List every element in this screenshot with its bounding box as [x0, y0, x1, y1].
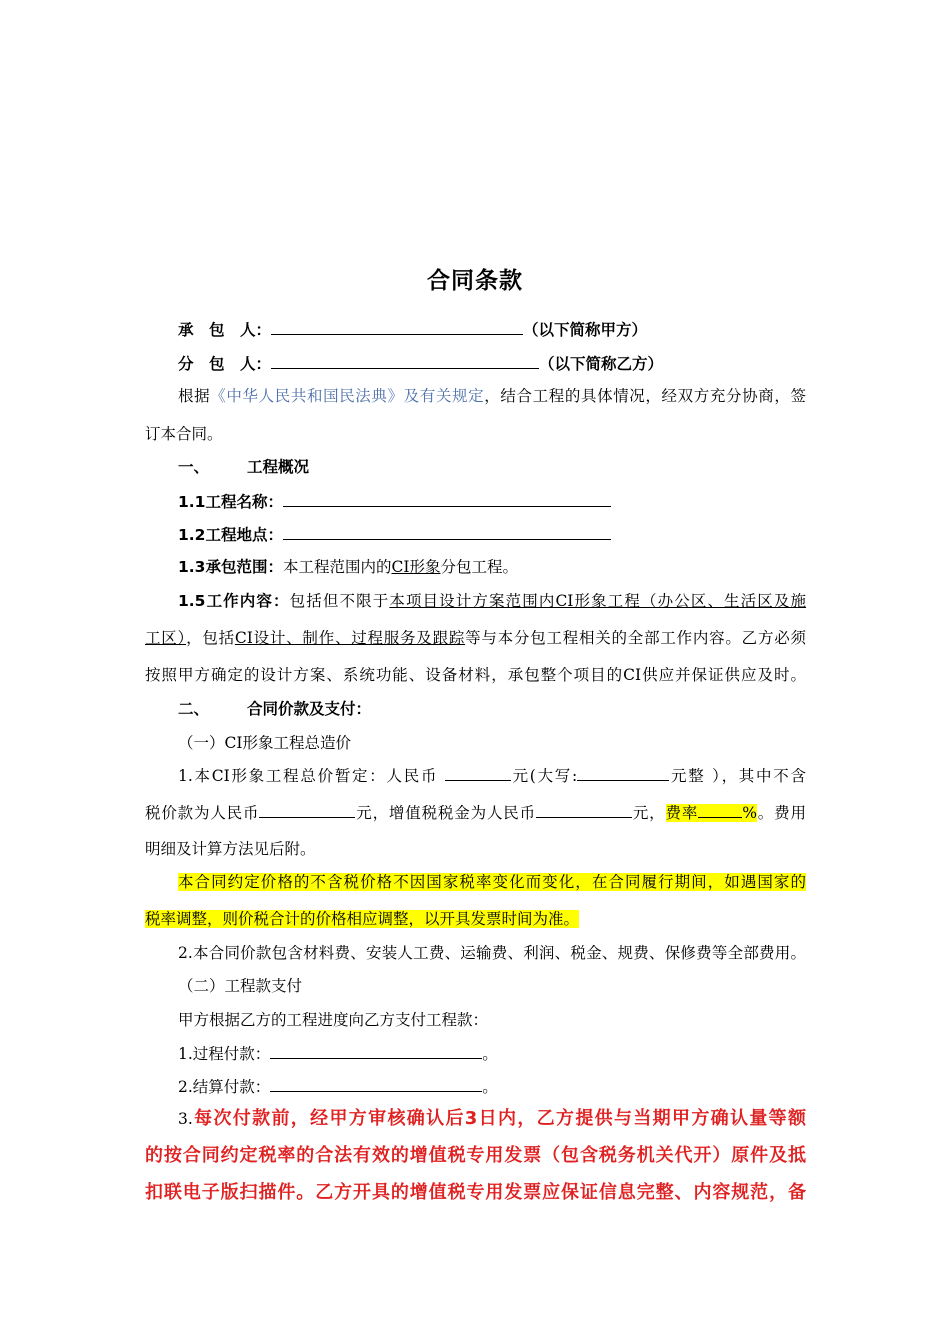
highlight-note-line-1: [178, 871, 806, 893]
payment-item-3-line-2: 的按合同约定税率的合法有效的增值税专用发票（包含税务机关代开）原件及抵: [145, 1145, 806, 1166]
payment-item-3-line-1: [178, 1104, 806, 1134]
section-1-number: 一、: [178, 458, 210, 476]
payment-progress-end: 。: [482, 1045, 498, 1063]
project-name-blank: [283, 490, 611, 507]
payment-intro: 甲方根据乙方的工程进度向乙方支付工程款：: [178, 1011, 489, 1029]
item-1-3: [178, 556, 518, 578]
section-2-heading: [178, 698, 371, 720]
party-b-suffix: （以下简称乙方）: [539, 355, 664, 373]
price-d: 税价款为人民币: [145, 804, 260, 822]
payment-settlement-label: 2.结算付款：: [178, 1078, 271, 1096]
work-content-scope: 本项目设计方案范围内CI形象工程（办公区、生活区及施: [389, 592, 806, 610]
tax-rate-label: 费率: [665, 804, 699, 822]
payment-progress-label: 1.过程付款：: [178, 1045, 271, 1063]
tax-rate-unit: %: [742, 804, 757, 822]
party-a-line: [178, 318, 647, 341]
price-item-2: 2.本合同价款包含材料费、安装人工费、运输费、利润、税金、规费、保修费等全部费用。: [178, 944, 806, 962]
scope-label: 1.3承包范围：: [178, 558, 283, 576]
subsection-1: （一）CI形象工程总造价: [178, 734, 351, 752]
work-content-label: 1.5工作内容：: [178, 592, 290, 610]
payment-item-3-number: 3.: [178, 1110, 193, 1128]
intro-line-1: [178, 385, 806, 407]
price-f: 元，: [631, 804, 666, 822]
tax-rate-blank: [698, 801, 742, 818]
price-g: 。费用: [756, 804, 806, 822]
price-pretax-blank: [259, 801, 355, 818]
payment-settlement-blank: [270, 1075, 482, 1092]
price-tax-blank: [536, 801, 632, 818]
tax-rate: [666, 804, 757, 822]
subsection-2: （二）工程款支付: [178, 977, 303, 995]
party-b-line: [178, 352, 663, 375]
section-1-title: 工程概况: [247, 458, 310, 476]
work-content-pre: 包括但不限于: [289, 592, 390, 610]
party-b-label: 分 包 人：: [178, 355, 272, 373]
item-1-5-line-2: [145, 627, 806, 649]
item-1-2: [178, 523, 611, 546]
payment-progress: [178, 1042, 498, 1065]
payment-progress-blank: [270, 1042, 482, 1059]
price-words-blank: [577, 764, 669, 781]
price-a: 1.本CI形象工程总价暂定：人民币: [178, 767, 445, 785]
price-e: 元，增值税税金为人民币: [355, 804, 536, 822]
project-name-label: 1.1工程名称：: [178, 493, 283, 511]
work-content-post: 等与本分包工程相关的全部工作内容。乙方必须: [465, 629, 806, 647]
price-b: 元(大写:: [510, 767, 578, 785]
intro-post: ，结合工程的具体情况，经双方充分协商，签: [484, 387, 806, 405]
payment-settlement: [178, 1075, 498, 1098]
intro-line-2: 订本合同。: [145, 425, 223, 443]
item-1-1: [178, 490, 611, 513]
highlight-note-1: 本合同约定价格的不含税价格不因国家税率变化而变化，在合同履行期间，如遇国家的: [178, 873, 806, 891]
page-title: 合同条款: [427, 268, 523, 294]
highlight-note-line-2: [145, 908, 579, 930]
party-b-blank: [271, 352, 539, 369]
intro-pre: 根据: [178, 387, 211, 405]
price-amount-blank: [445, 764, 511, 781]
highlight-note-2: 税率调整，则价税合计的价格相应调整，以开具发票时间为准。: [145, 910, 580, 928]
price-line-3: 明细及计算方法见后附。: [145, 840, 316, 858]
party-a-label: 承 包 人：: [178, 321, 272, 339]
scope-pre: 本工程范围内的: [282, 558, 392, 576]
payment-item-3-line-3: 扣联电子版扫描件。乙方开具的增值税专用发票应保证信息完整、内容规范，备: [145, 1182, 806, 1203]
price-line-2: [145, 801, 806, 824]
section-2-number: 二、: [178, 700, 210, 718]
party-a-blank: [271, 318, 523, 335]
work-content-mid: ，包括: [186, 629, 235, 647]
work-content-services: CI设计、制作、过程服务及跟踪: [234, 629, 466, 647]
work-content-area: 工区）: [145, 629, 187, 647]
payment-item-3-text-1: 每次付款前，经甲方审核确认后3日内，乙方提供与当期甲方确认量等额: [192, 1108, 806, 1129]
price-line-1: [178, 764, 806, 787]
party-a-suffix: （以下简称甲方）: [523, 321, 648, 339]
scope-ci: CI形象: [391, 558, 441, 576]
section-2-title: 合同价款及支付：: [247, 700, 372, 718]
project-location-blank: [283, 523, 611, 540]
price-c: 元整 ），其中不含: [669, 767, 806, 785]
intro-law: 《中华人民共和国民法典》及有关规定: [210, 387, 485, 405]
payment-settlement-end: 。: [482, 1078, 498, 1096]
project-location-label: 1.2工程地点：: [178, 526, 283, 544]
item-1-5-line-3: 按照甲方确定的设计方案、系统功能、设备材料，承包整个项目的CI供应并保证供应及时。: [145, 666, 806, 684]
item-1-5-line-1: [178, 590, 806, 612]
scope-post: 分包工程。: [440, 558, 518, 576]
section-1-heading: [178, 456, 309, 478]
